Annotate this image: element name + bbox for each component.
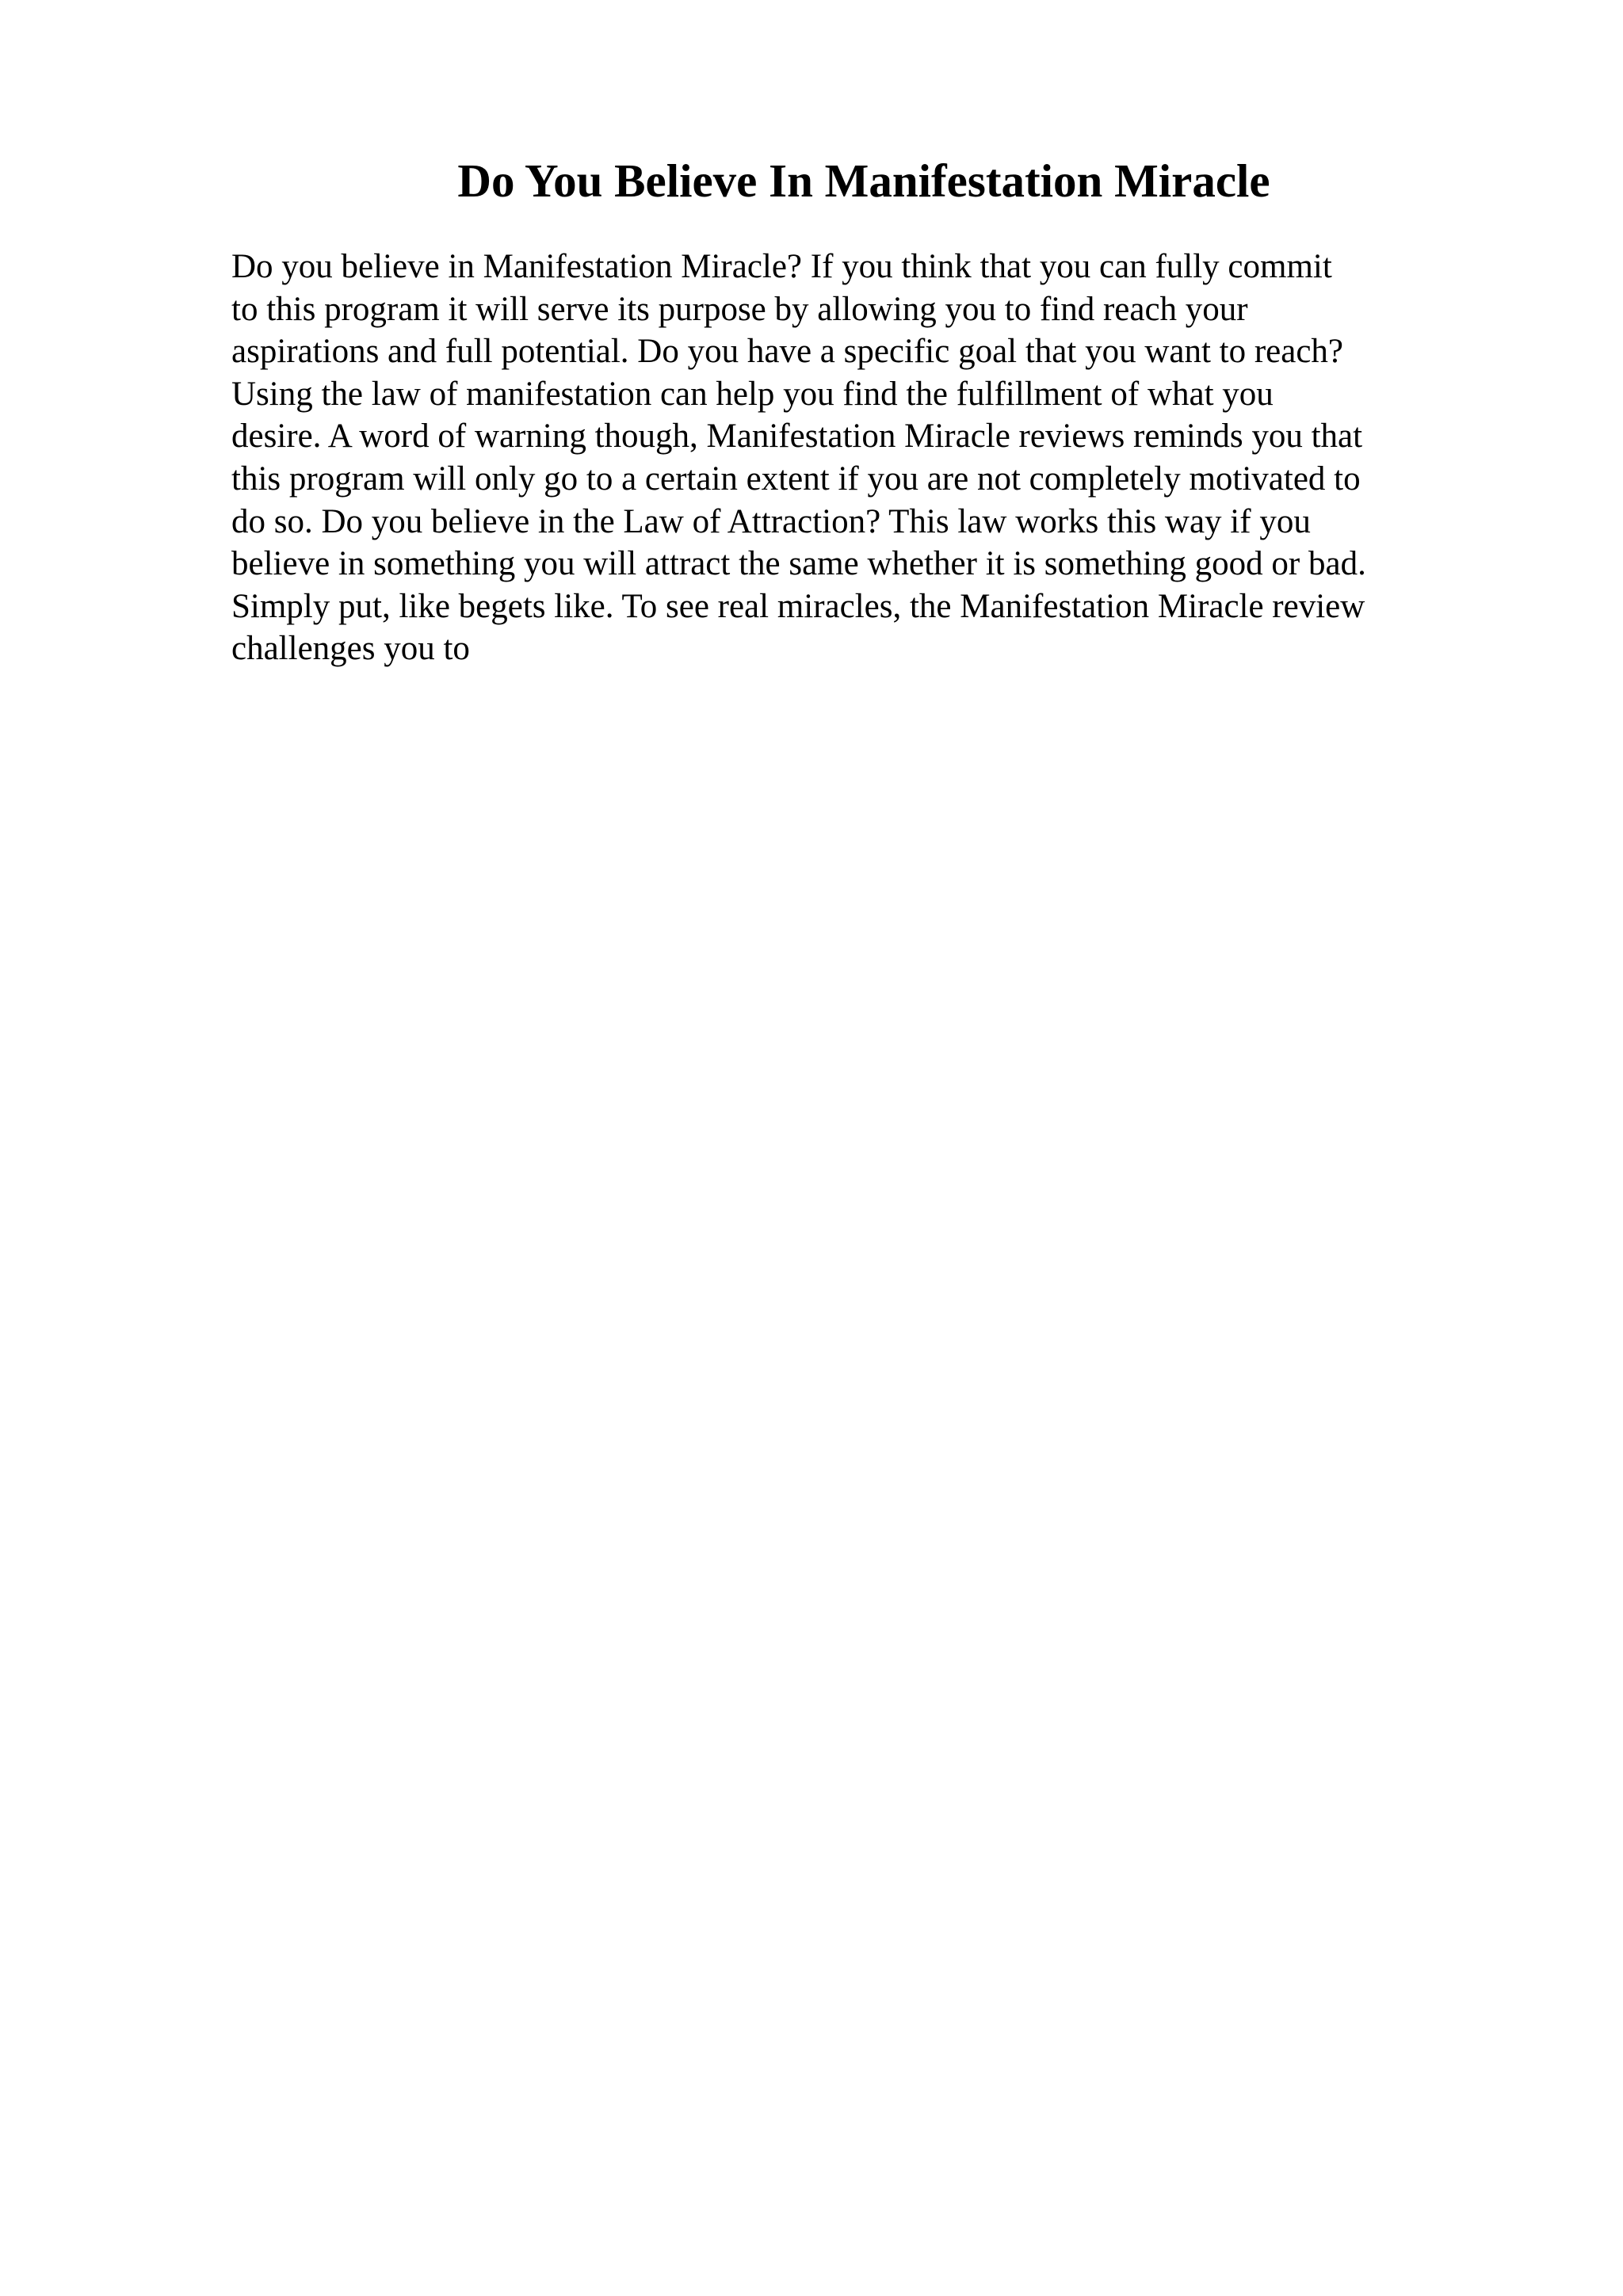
body-paragraph xyxy=(231,246,1515,670)
paragraph-line: do so. Do you believe in the Law of Attraction? This law works this way if you xyxy=(231,502,1311,540)
paragraph-line: Do you believe in Manifestation Miracle? If you think that you can fully commit xyxy=(231,248,1332,285)
paragraph-line: desire. A word of warning though, Manifestation Miracle reviews reminds you that xyxy=(231,418,1363,456)
paragraph-line: believe in something you will attract the same whether it is something good or bad. xyxy=(231,545,1366,583)
document-title: Do You Believe In Manifestation Miracle xyxy=(457,154,1270,207)
paragraph-line: to this program it will serve its purpose by allowing you to find reach your xyxy=(231,290,1248,328)
paragraph-line: aspirations and full potential. Do you have a specific goal that you want to reach? xyxy=(231,333,1344,371)
paragraph-line: Using the law of manifestation can help you find the fulfillment of what you xyxy=(231,375,1274,413)
paragraph-line: Simply put, like begets like. To see real miracles, the Manifestation Miracle review xyxy=(231,587,1365,625)
paragraph-line: this program will only go to a certain extent if you are not completely motivated to xyxy=(231,460,1361,498)
paragraph-line: challenges you to xyxy=(231,630,470,668)
